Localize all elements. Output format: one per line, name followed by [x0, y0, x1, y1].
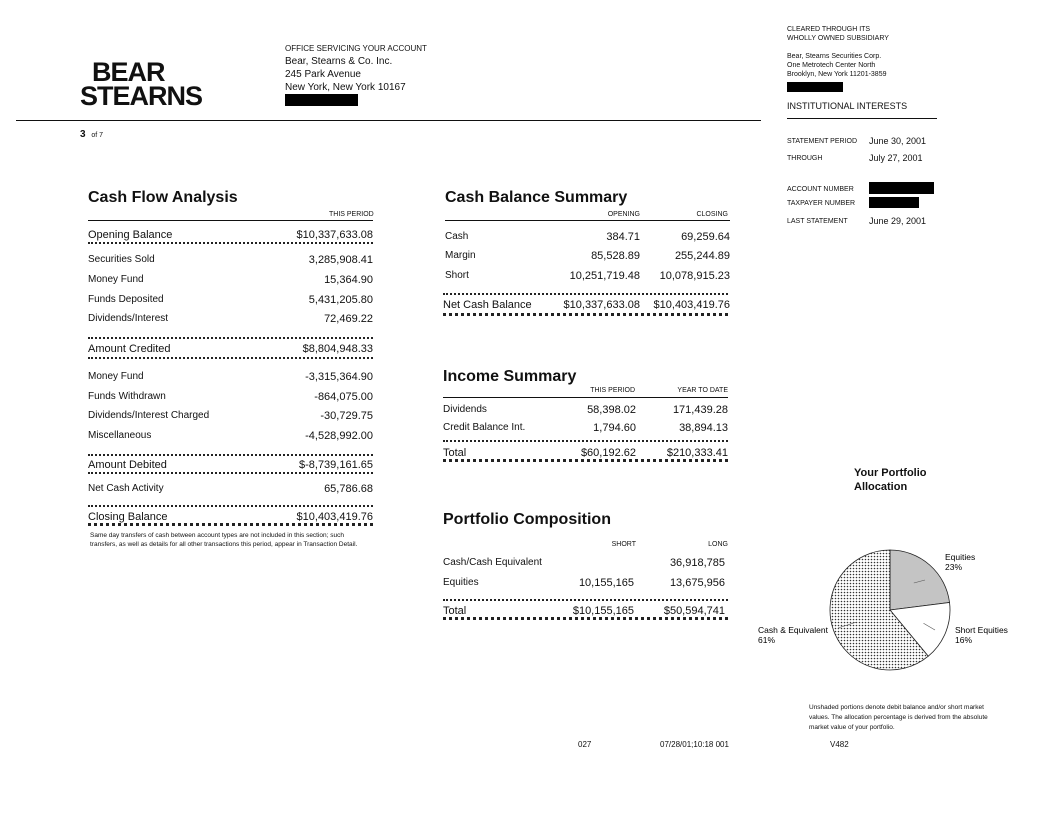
income-title: Income Summary [443, 368, 577, 385]
clearing-line2: WHOLLY OWNED SUBSIDIARY [787, 35, 889, 42]
office-name: Bear, Stearns & Co. Inc. [285, 56, 393, 67]
net-cash-balance-label: Net Cash Balance [443, 299, 532, 311]
dotted-rule [88, 454, 373, 458]
pie-label-name: Cash & Equivalent [758, 625, 828, 635]
office-street: 245 Park Avenue [285, 69, 361, 80]
redacted-taxpayer-number [869, 197, 919, 208]
income-row-period: 58,398.02 [587, 404, 636, 416]
double-dotted-rule [443, 617, 728, 623]
redacted-block [787, 82, 843, 92]
double-dotted-rule [88, 523, 373, 529]
debit-value: -864,075.00 [314, 391, 373, 403]
cash-balance-title: Cash Balance Summary [445, 189, 628, 206]
closing-balance-value: $10,403,419.76 [296, 511, 373, 523]
amount-debited-label: Amount Debited [88, 459, 167, 471]
page-of: of 7 [91, 132, 104, 139]
debit-value: -4,528,992.00 [305, 430, 373, 442]
account-label: ACCOUNT NUMBER [787, 186, 854, 193]
page-indicator [80, 129, 103, 140]
income-row-ytd: 171,439.28 [672, 404, 728, 416]
section-rule [445, 220, 730, 221]
debit-label: Funds Withdrawn [88, 391, 166, 402]
dotted-rule [443, 599, 728, 603]
allocation-title-line2: Allocation [854, 481, 908, 493]
dotted-rule [88, 337, 373, 341]
debit-label: Money Fund [88, 371, 144, 382]
net-cash-balance-opening: $10,337,633.08 [563, 299, 640, 311]
clearing-line1: CLEARED THROUGH ITS [787, 26, 871, 33]
dotted-rule [443, 293, 728, 297]
dotted-rule [88, 472, 373, 476]
footer-code: 027 [578, 740, 592, 749]
portfolio-total-label: Total [443, 605, 467, 617]
allocation-pie-chart [750, 540, 1050, 690]
debit-value: -3,315,364.90 [305, 371, 373, 383]
dotted-rule [88, 505, 373, 509]
debit-label: Dividends/Interest Charged [88, 410, 210, 421]
header-rule [16, 120, 761, 121]
balance-row-label: Cash [445, 231, 469, 242]
office-heading: OFFICE SERVICING YOUR ACCOUNT [285, 44, 427, 53]
portfolio-row-label: Cash/Cash Equivalent [443, 557, 542, 568]
double-dotted-rule [443, 313, 728, 319]
double-dotted-rule [443, 459, 728, 465]
logo-line2: STEARNS [80, 81, 203, 111]
clearing-city: Brooklyn, New York 11201-3859 [787, 71, 887, 78]
credit-value: 3,285,908.41 [308, 254, 373, 266]
redacted-block [285, 94, 358, 106]
portfolio-row-short: 10,155,165 [578, 577, 634, 589]
income-total-ytd: $210,333.41 [666, 447, 728, 459]
closing-balance-label: Closing Balance [88, 511, 168, 523]
clearing-name: Bear, Stearns Securities Corp. [787, 53, 882, 60]
dotted-rule [88, 357, 373, 361]
credit-value: 5,431,205.80 [308, 294, 373, 306]
last-statement-label: LAST STATEMENT [787, 218, 848, 225]
cash-flow-title: Cash Flow Analysis [88, 189, 238, 206]
net-cash-activity-label: Net Cash Activity [88, 483, 164, 494]
credit-label: Securities Sold [88, 254, 155, 265]
period-label: STATEMENT PERIOD [787, 138, 858, 145]
amount-debited-value: $-8,739,161.65 [298, 459, 373, 471]
credit-label: Dividends/Interest [88, 313, 169, 324]
pie-slice-equities [890, 550, 950, 610]
income-row-label: Credit Balance Int. [443, 422, 526, 433]
balance-row-closing: 10,078,915.23 [659, 270, 730, 282]
income-total-label: Total [443, 447, 467, 459]
credit-label: Money Fund [88, 274, 144, 285]
header-rule-right [787, 118, 937, 119]
footer-code-2: V482 [830, 740, 849, 749]
portfolio-total-long: $50,594,741 [663, 605, 725, 617]
clearing-street: One Metrotech Center North [787, 62, 876, 69]
portfolio-title: Portfolio Composition [443, 511, 611, 528]
col-year-to-date: YEAR TO DATE [677, 387, 728, 394]
credit-value: 72,469.22 [324, 313, 373, 325]
portfolio-row-label: Equities [443, 577, 479, 588]
income-total-period: $60,192.62 [580, 447, 636, 459]
balance-row-label: Short [445, 270, 469, 281]
debit-value: -30,729.75 [320, 410, 373, 422]
redacted-account-number [869, 182, 934, 194]
portfolio-row-long: 36,918,785 [669, 557, 725, 569]
page-number: 3 [80, 129, 86, 140]
balance-row-closing: 255,244.89 [674, 250, 730, 262]
portfolio-total-short: $10,155,165 [572, 605, 634, 617]
col-closing: CLOSING [696, 211, 728, 218]
dotted-rule [88, 242, 373, 246]
balance-row-opening: 85,528.89 [591, 250, 640, 262]
income-row-ytd: 38,894.13 [679, 422, 728, 434]
portfolio-row-long: 13,675,956 [669, 577, 725, 589]
pie-label-percent: 61% [758, 635, 776, 645]
allocation-note: Unshaded portions denote debit balance and/or short market values. The allocation percentage is derived from the absolute market value of your portfolio. [809, 704, 988, 731]
credit-value: 15,364.90 [324, 274, 373, 286]
pie-label-name: Equities [945, 552, 976, 562]
income-row-label: Dividends [443, 404, 487, 415]
balance-row-opening: 10,251,719.48 [569, 270, 640, 282]
balance-row-closing: 69,259.64 [681, 231, 730, 243]
cash-flow-col-header: THIS PERIOD [329, 211, 374, 218]
taxpayer-label: TAXPAYER NUMBER [787, 200, 856, 207]
last-statement-value: June 29, 2001 [869, 216, 927, 226]
pie-label-percent: 23% [945, 562, 963, 572]
opening-balance-value: $10,337,633.08 [296, 229, 373, 241]
pie-label-name: Short Equities [955, 625, 1008, 635]
through-label: THROUGH [787, 155, 823, 162]
amount-credited-label: Amount Credited [88, 343, 171, 355]
col-long: LONG [708, 541, 728, 548]
footer-timestamp: 07/28/01;10:18 001 [660, 740, 729, 749]
col-opening: OPENING [607, 211, 640, 218]
net-cash-activity-value: 65,786.68 [324, 483, 373, 495]
cash-flow-note: Same day transfers of cash between account types are not included in this section; such transfers, as well as details for all other transactions this period, appear in Transaction Detail. [90, 532, 358, 548]
office-city: New York, New York 10167 [285, 82, 406, 93]
section-rule [88, 220, 373, 221]
clearing-interest: INSTITUTIONAL INTERESTS [787, 101, 908, 111]
income-row-period: 1,794.60 [593, 422, 636, 434]
amount-credited-value: $8,804,948.33 [302, 343, 373, 355]
balance-row-opening: 384.71 [606, 231, 640, 243]
opening-balance-label: Opening Balance [88, 229, 173, 241]
through-value: July 27, 2001 [869, 153, 923, 163]
allocation-title-line1: Your Portfolio [854, 467, 927, 479]
dotted-rule [443, 440, 728, 444]
col-short: SHORT [611, 541, 636, 548]
balance-row-label: Margin [445, 250, 476, 261]
period-value: June 30, 2001 [869, 136, 927, 146]
col-this-period: THIS PERIOD [590, 387, 635, 394]
debit-label: Miscellaneous [88, 430, 152, 441]
logo-line1: BEAR [92, 57, 165, 87]
pie-label-percent: 16% [955, 635, 973, 645]
credit-label: Funds Deposited [88, 294, 164, 305]
section-rule [443, 397, 728, 398]
bear-stearns-logo [80, 57, 203, 111]
net-cash-balance-closing: $10,403,419.76 [653, 299, 730, 311]
